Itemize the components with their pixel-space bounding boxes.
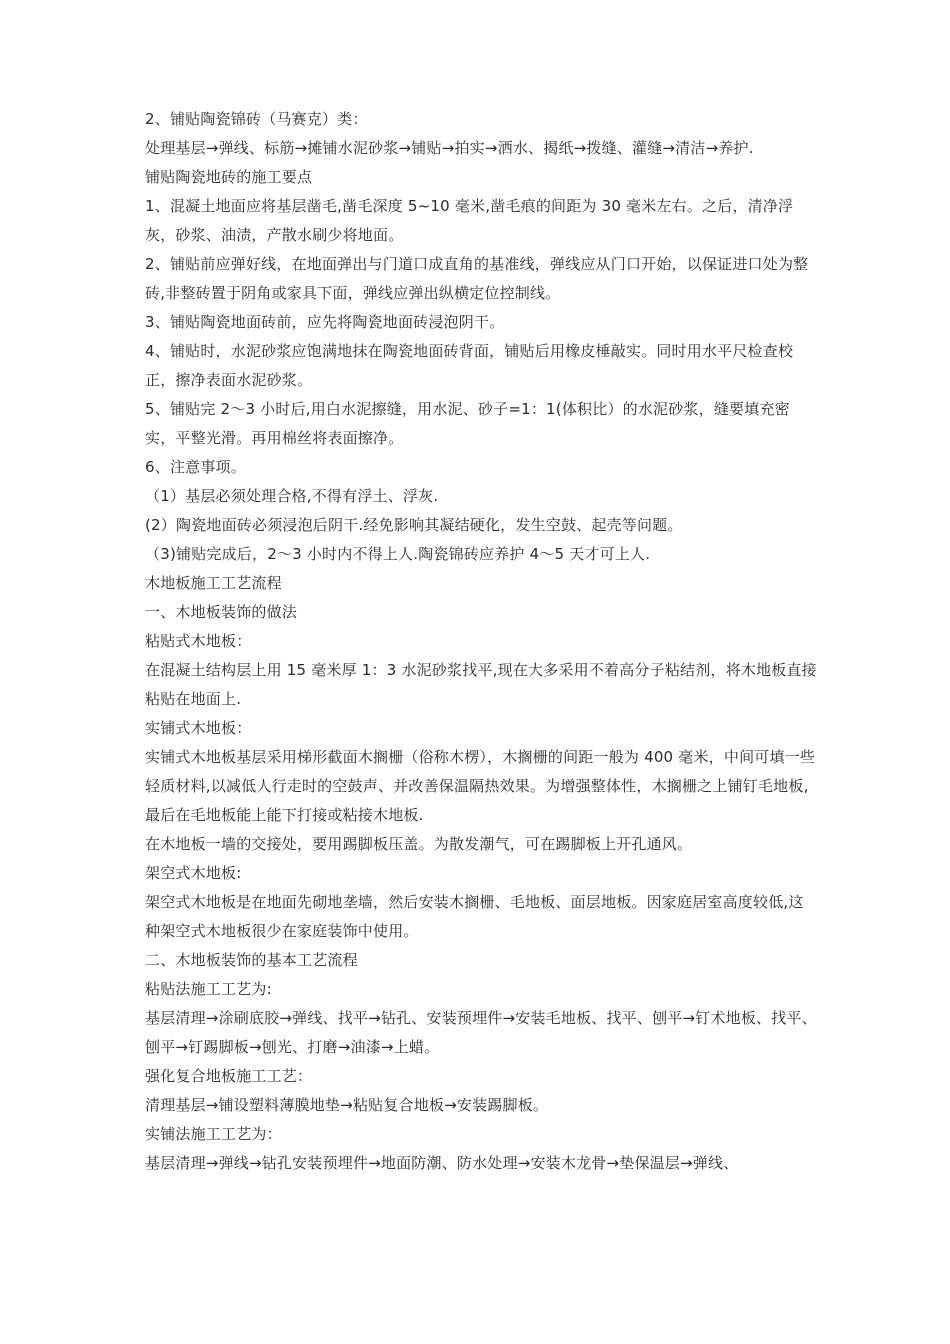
raised-floor-text: 架空式木地板是在地面先砌地垄墙，然后安装木搁栅、毛地板、面层地板。因家庭居室高度较低,这种架空式木地板很少在家庭装饰中使用。	[145, 893, 804, 940]
solid-floor-title: 实铺式木地板：	[145, 719, 252, 737]
mosaic-process-flow: 处理基层→弹线、标筋→摊铺水泥砂浆→铺贴→拍实→洒水、揭纸→拨缝、灌缝→清洁→养护.	[145, 139, 754, 157]
section-heading-floor-tile-points: 铺贴陶瓷地砖的施工要点	[145, 168, 313, 186]
solid-process-title: 实铺法施工工艺为：	[145, 1125, 282, 1143]
note-3: （3)铺贴完成后，2～3 小时内不得上人.陶瓷锦砖应养护 4～5 天才可上人.	[145, 545, 651, 563]
note-1: （1）基层必须处理合格,不得有浮土、浮灰.	[145, 487, 439, 505]
point-1: 1、混凝土地面应将基层凿毛,凿毛深度 5~10 毫米,凿毛痕的间距为 30 毫米左右。之后，清净浮灰，砂浆、油渍，产散水刷少将地面。	[145, 197, 794, 244]
point-3: 3、铺贴陶瓷地面砖前，应先将陶瓷地面砖浸泡阴干。	[145, 313, 505, 331]
raised-floor-title: 架空式木地板:	[145, 864, 242, 882]
solid-process-flow: 基层清理→弹线→钻孔安装预埋件→地面防潮、防水处理→安装木龙骨→垫保温层→弹线、	[145, 1154, 739, 1172]
baseboard-text: 在木地板一墙的交接处，要用踢脚板压盖。为散发潮气，可在踢脚板上开孔通风。	[145, 835, 693, 853]
section-heading-mosaic: 2、铺贴陶瓷锦砖（马赛克）类：	[145, 110, 368, 128]
document-body	[145, 105, 817, 1178]
subheading-methods: 一、木地板装饰的做法	[145, 603, 298, 621]
point-6: 6、注意事项。	[145, 458, 246, 476]
laminate-process-flow: 清理基层→铺设塑料薄膜地垫→粘贴复合地板→安装踢脚板。	[145, 1096, 549, 1114]
subheading-process: 二、木地板装饰的基本工艺流程	[145, 951, 358, 969]
glued-process-title: 粘贴法施工工艺为:	[145, 980, 272, 998]
point-5: 5、铺贴完 2～3 小时后,用白水泥擦缝，用水泥、砂子=1：1(体积比）的水泥砂浆，缝要填充密实，平整光滑。再用棉丝将表面擦净。	[145, 400, 790, 447]
laminate-process-title: 强化复合地板施工工艺：	[145, 1067, 313, 1085]
solid-floor-text: 实铺式木地板基层采用梯形截面木搁栅（俗称木楞），木搁栅的间距一般为 400 毫米，中间可填一些轻质材料,以减低人行走时的空鼓声、并改善保温隔热效果。为增强整体性，木搁栅之上铺钉毛地板,最后在毛地板能上能下打接或粘接木地板.	[145, 748, 816, 824]
note-2: (2）陶瓷地面砖必须浸泡后阴干.经免影响其凝结硬化，发生空鼓、起壳等问题。	[145, 516, 683, 534]
section-heading-wood-floor: 木地板施工工艺流程	[145, 574, 282, 592]
glued-process-flow: 基层清理→涂刷底胶→弹线、找平→钻孔、安装预埋件→安装毛地板、找平、刨平→钉术地板、找平、刨平→钉踢脚板→刨光、打磨→油漆→上蜡。	[145, 1009, 817, 1056]
glued-floor-text: 在混凝土结构层上用 15 毫米厚 1：3 水泥砂浆找平,现在大多采用不着高分子粘结剂，将木地板直接粘贴在地面上.	[145, 661, 817, 708]
point-2: 2、铺贴前应弹好线，在地面弹出与门道口成直角的基准线，弹线应从门口开始，以保证进口处为整砖,非整砖置于阴角或家具下面，弹线应弹出纵横定位控制线。	[145, 255, 809, 302]
glued-floor-title: 粘贴式木地板：	[145, 632, 252, 650]
point-4: 4、铺贴时，水泥砂浆应饱满地抹在陶瓷地面砖背面，铺贴后用橡皮棰敲实。同时用水平尺检查校正，擦净表面水泥砂浆。	[145, 342, 794, 389]
